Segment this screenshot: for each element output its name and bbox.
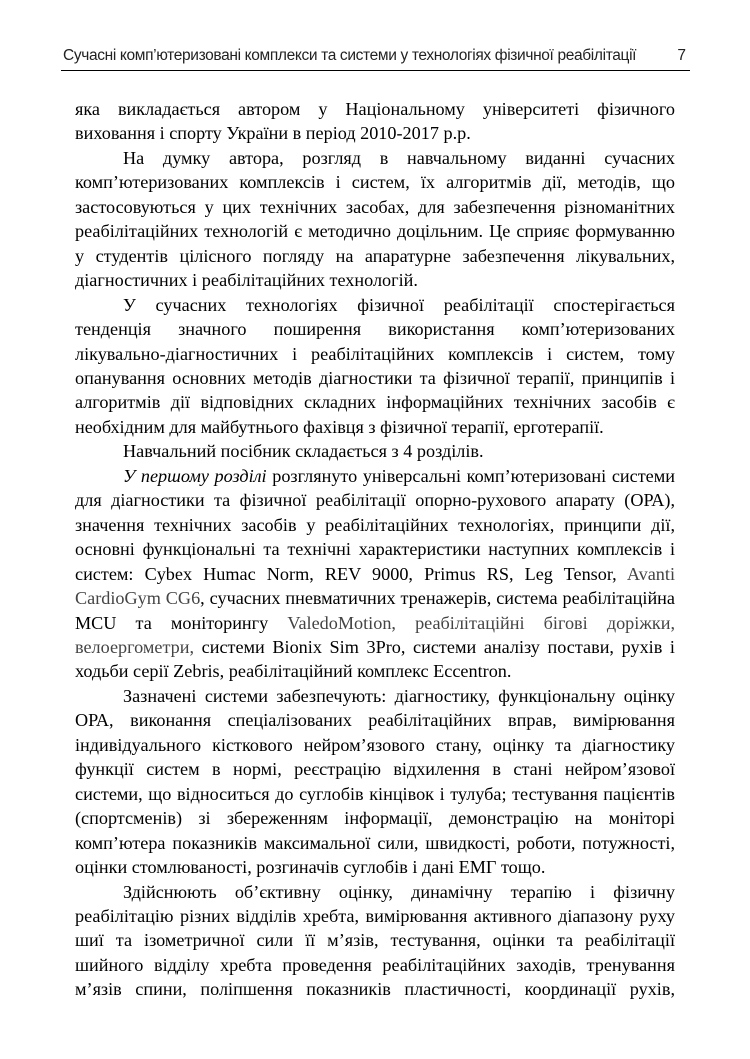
page-number: 7 — [677, 47, 686, 64]
paragraph-author-opinion: На думку автора, розгляд в навчальному виданні сучасних комп’ютеризованих комплексів і систем, їх алгоритмів дії, методів, що застосовуються у цих технічних засобах, для забезпечення різноманітних реабілітаційних технологій є методично доцільним. Це сприяє формуванню у студентів цілісного погляду на апаратурне забезпечення лікувальних, діагностичних і реабілітаційних технологій. — [75, 147, 675, 291]
paragraph-structure: Навчальний посібник складається з 4 розділів. — [123, 441, 484, 462]
first-chapter-text-2: , сучасних пневматичних тренажерів, система реабілітаційна MCU та моніторингу — [75, 588, 675, 633]
first-chapter-text-3: системи Bionix Sim 3Pro, системи аналізу постави, рухів і ходьби серії Zebris, реабілітаційний комплекс Eccentron. — [75, 636, 675, 682]
paragraph-continuation: яка викладається автором у Національному університеті фізичного виховання і спорту України в період 2010-2017 р.р. — [75, 99, 675, 144]
first-chapter-text-1: розглянуто універсальні комп’ютеризовані системи для діагностики та фізичної реабілітації опорно-рухового апарату (ОРА), значення технічних засобів у реабілітаційних технологіях, принципи дії, основні функціональні та технічні характеристики наступних комплексів і систем: Cybex Humac Norm, REV 9000, Primus RS, Leg Tensor, — [75, 465, 675, 584]
running-header — [61, 42, 690, 71]
paragraph-systems-provide: Зазначені системи забезпечують: діагностику, функціональну оцінку ОРА, виконання спеціалізованих реабілітаційних вправ, вимірювання індивідуального кісткового нейром’язового стану, оцінку та діагностику функції систем в нормі, реєстрацію відхилення в стані нейром’язової системи, що відноситься до суглобів кінцівок і тулуба; тестування пацієнтів (спортсменів) зі збереженням інформації, демонстрацію на моніторі комп’ютера показників максимальної сили, швидкості, роботи, потужності, оцінки стомлюваності, розгиначів суглобів і дані ЕМГ тощо. — [75, 685, 675, 878]
first-chapter-emphasis: У першому розділі — [123, 465, 267, 486]
first-chapter-system-valedo: ValedoMotion, реабілітаційні бігові доріжки, велоергометри, — [75, 612, 675, 657]
paragraph-modern-technologies: У сучасних технологіях фізичної реабілітації спостерігається тенденція значного поширення використання комп’ютеризованих лікувально-діагностичних і реабілітаційних комплексів і систем, тому опанування основних методів діагностики та фізичної терапії, принципів і алгоритмів дії відповідних складних інформаційних технічних засобів є необхідним для майбутнього фахівця з фізичної терапії, ерготерапії. — [75, 294, 675, 437]
page-body — [75, 97, 675, 1002]
paragraph-spine-assessment: Здійснюють об’єктивну оцінку, динамічну терапію і фізичну реабілітацію різних відділів хребта, вимірювання активного діапазону руху шиї та ізометричної сили її м’язів, тестування, оцінки та реабілітації шийного відділу хребта проведення реабілітаційних заходів, тренування м’язів спини, поліпшення показників пластичності, координації рухів, — [75, 881, 675, 1000]
running-header-title: Сучасні комп’ютеризовані комплекси та системи у технологіях фізичної реабілітації — [63, 47, 637, 64]
first-chapter-system-cardiogym: Avanti CardioGym CG6 — [75, 563, 675, 609]
paragraph-first-chapter — [75, 464, 675, 684]
